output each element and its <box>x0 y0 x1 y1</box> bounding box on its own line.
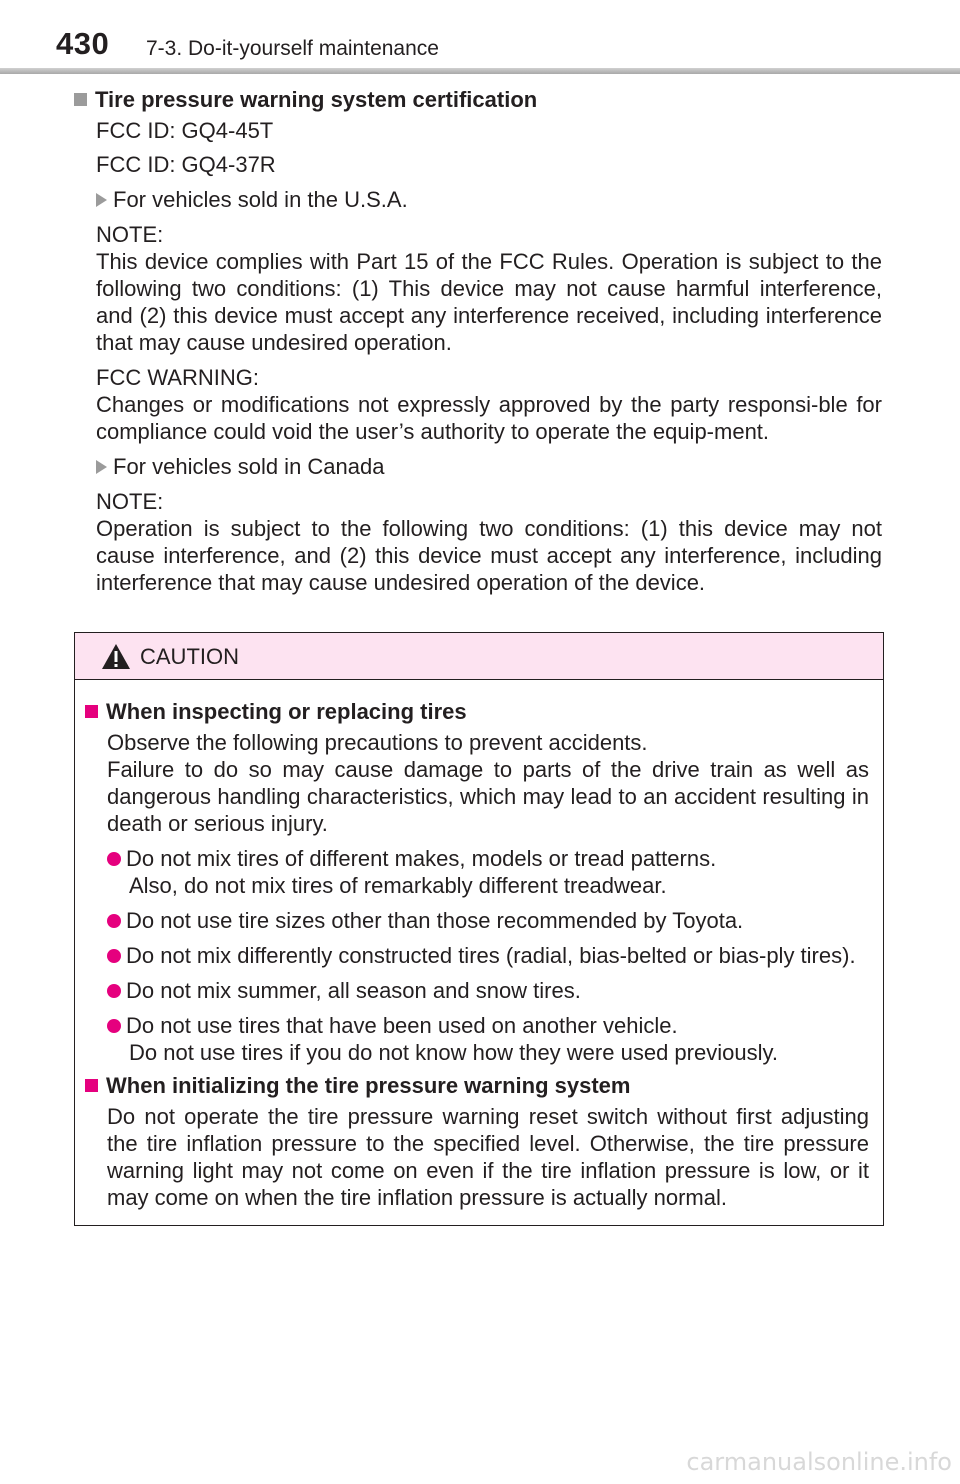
watermark: carmanualsonline.info <box>686 1448 952 1476</box>
triangle-bullet-icon <box>96 193 107 207</box>
usa-note-label: NOTE: <box>96 222 164 247</box>
usa-label: For vehicles sold in the U.S.A. <box>96 186 882 213</box>
warning-triangle-icon <box>101 643 131 670</box>
caution-heading-1: When inspecting or replacing tires <box>85 698 869 725</box>
caution-box <box>74 632 884 1226</box>
dot-bullet-icon <box>107 1019 121 1033</box>
list-item: Do not use tires that have been used on another vehicle. Do not use tires if you do not know how they were used previously. <box>107 1012 869 1066</box>
canada-note-text: Operation is subject to the following two conditions: (1) this device may not cause interference, and (2) this device must accept any interference, including interference that may cause undesired operation of the device. <box>96 516 882 595</box>
usa-note-text: This device complies with Part 15 of the FCC Rules. Operation is subject to the following two conditions: (1) This device may not cause harmful interference, and (2) this device must accept any interference received, including interference that may cause undesired operation. <box>96 249 882 355</box>
page-header <box>0 0 960 74</box>
tpws-section <box>74 86 882 596</box>
fcc-id-1: FCC ID: GQ4-45T <box>96 118 274 143</box>
fcc-id-2: FCC ID: GQ4-37R <box>96 152 276 177</box>
square-bullet-icon <box>74 93 87 106</box>
canada-note-label: NOTE: <box>96 489 164 514</box>
section-title: 7-3. Do-it-yourself maintenance <box>146 37 439 60</box>
caution-intro-2: Failure to do so may cause damage to parts of the drive train as well as dangerous handling characteristics, which may lead to an accident resulting in death or serious injury. <box>107 757 869 836</box>
dot-bullet-icon <box>107 914 121 928</box>
caution-label: CAUTION <box>140 644 239 669</box>
dot-bullet-icon <box>107 852 121 866</box>
caution-reset-text: Do not operate the tire pressure warning reset switch without first adjusting the tire inflation pressure to the specified level. Otherwise, the tire pressure warning light may not come on even if the tire inflation pressure is low, or it may come on when the tire inflation pressure is actually normal. <box>107 1104 869 1210</box>
dot-bullet-icon <box>107 949 121 963</box>
page-number: 430 <box>56 26 110 61</box>
caution-heading-2: When initializing the tire pressure warning system <box>85 1072 869 1099</box>
caution-header <box>75 633 883 680</box>
list-item: Do not mix tires of different makes, models or tread patterns. Also, do not mix tires of remarkably different treadwear. <box>107 845 869 899</box>
list-item: Do not mix summer, all season and snow tires. <box>107 977 869 1004</box>
list-item: Do not use tire sizes other than those recommended by Toyota. <box>107 907 869 934</box>
dot-bullet-icon <box>107 984 121 998</box>
header-divider <box>0 68 960 74</box>
caution-body <box>75 680 883 1211</box>
fcc-warning-label: FCC WARNING: <box>96 365 259 390</box>
caution-intro-1: Observe the following precautions to prevent accidents. <box>107 730 648 755</box>
triangle-bullet-icon <box>96 460 107 474</box>
list-item: Do not mix differently constructed tires (radial, bias-belted or bias-ply tires). <box>107 942 869 969</box>
canada-label: For vehicles sold in Canada <box>96 453 882 480</box>
square-bullet-icon <box>85 705 98 718</box>
tpws-heading: Tire pressure warning system certification <box>74 86 882 113</box>
fcc-warning-text: Changes or modifications not expressly approved by the party responsi-ble for compliance could void the user’s authority to operate the equip-ment. <box>96 392 882 444</box>
square-bullet-icon <box>85 1079 98 1092</box>
